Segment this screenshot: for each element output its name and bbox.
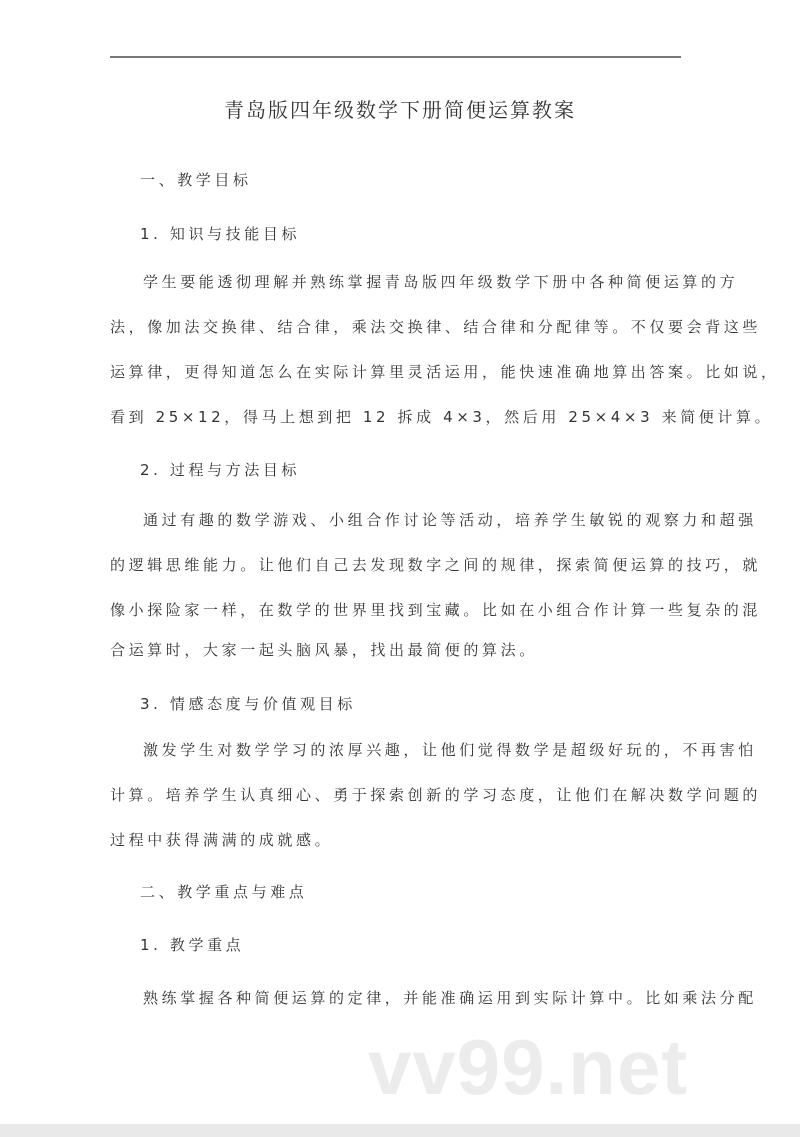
subsection-heading: 3. 情感态度与价值观目标 — [140, 695, 356, 713]
paragraph-line: 合运算时，大家一起头脑风暴，找出最简便的算法。 — [110, 641, 538, 659]
paragraph-line: 运算律，更得知道怎么在实际计算里灵活运用，能快速准确地算出答案。比如说， — [110, 363, 780, 381]
header-rule — [110, 56, 681, 58]
document-title: 青岛版四年级数学下册简便运算教案 — [224, 98, 576, 122]
paragraph-line: 过程中获得满满的成就感。 — [110, 831, 334, 849]
paragraph-line: 熟练掌握各种简便运算的定律，并能准确运用到实际计算中。比如乘法分配 — [143, 989, 757, 1007]
paragraph-line: 计算。培养学生认真细心、勇于探索创新的学习态度，让他们在解决数学问题的 — [110, 786, 762, 804]
paragraph-line: 的逻辑思维能力。让他们自己去发现数字之间的规律，探索简便运算的技巧，就 — [110, 556, 762, 574]
subsection-heading: 1. 知识与技能目标 — [140, 225, 301, 243]
paragraph-line: 像小探险家一样，在数学的世界里找到宝藏。比如在小组合作计算一些复杂的混 — [110, 601, 762, 619]
watermark: vv99.net — [368, 1023, 689, 1111]
section-heading: 一、教学目标 — [140, 171, 252, 189]
subsection-heading: 1. 教学重点 — [140, 936, 245, 954]
paragraph-line: 学生要能透彻理解并熟练掌握青岛版四年级数学下册中各种简便运算的方 — [143, 273, 739, 291]
paragraph-line: 看到 25×12，得马上想到把 12 拆成 4×3，然后用 25×4×3 来简便计算。 — [110, 408, 774, 426]
paragraph-line: 通过有趣的数学游戏、小组合作讨论等活动，培养学生敏锐的观察力和超强 — [143, 511, 757, 529]
paragraph-line: 法，像加法交换律、结合律，乘法交换律、结合律和分配律等。不仅要会背这些 — [110, 318, 762, 336]
page-bottom-edge — [0, 1124, 800, 1137]
subsection-heading: 2. 过程与方法目标 — [140, 461, 301, 479]
section-heading: 二、教学重点与难点 — [140, 883, 308, 901]
paragraph-line: 激发学生对数学学习的浓厚兴趣，让他们觉得数学是超级好玩的，不再害怕 — [143, 741, 757, 759]
